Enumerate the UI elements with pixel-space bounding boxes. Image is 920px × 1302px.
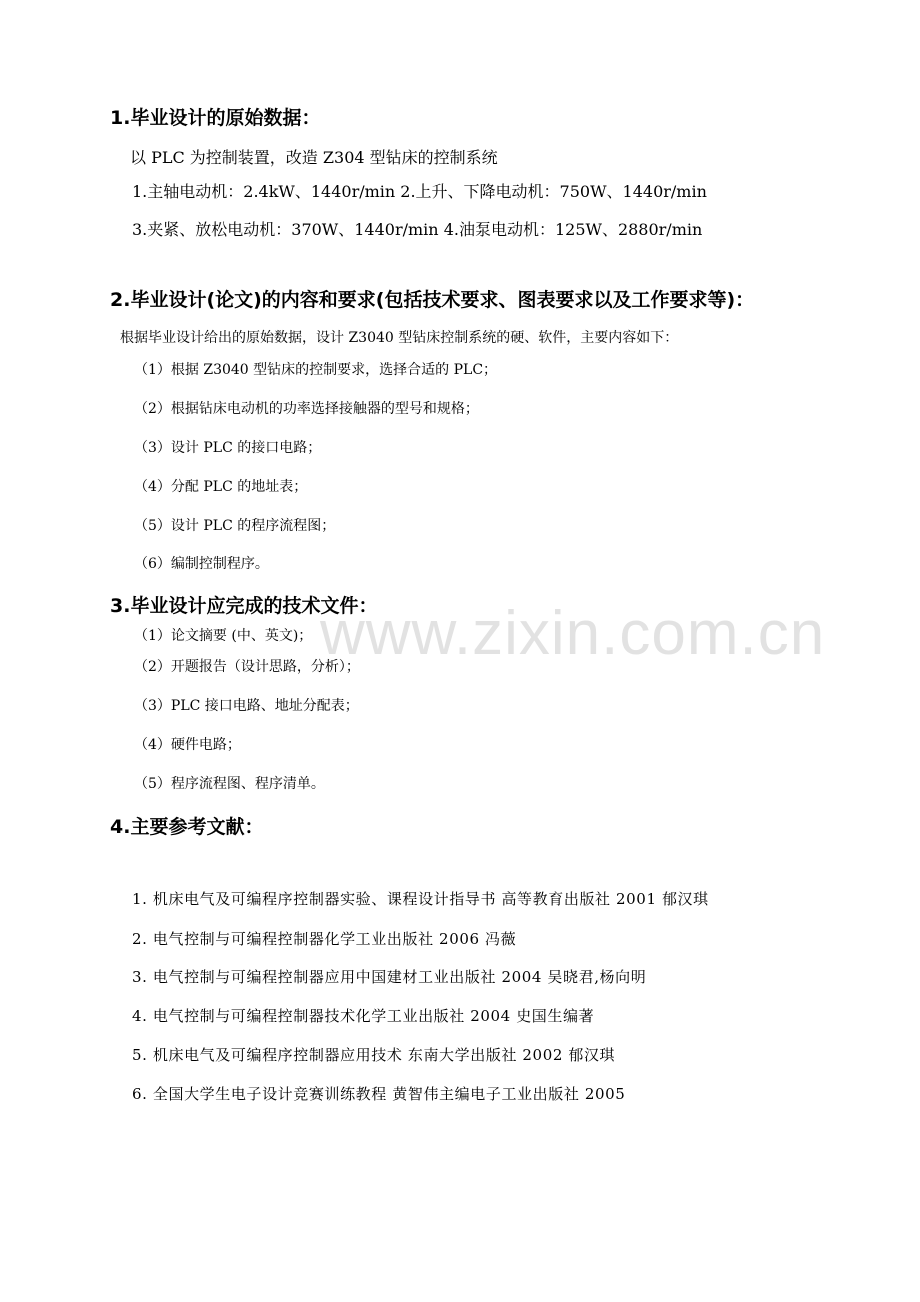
reference-item: 1. 机床电气及可编程序控制器实验、课程设计指导书 高等教育出版社 2001 郁汉琪 bbox=[132, 890, 709, 908]
section1-intro: 以 PLC 为控制装置，改造 Z304 型钻床的控制系统 bbox=[130, 148, 498, 167]
reference-item: 6. 全国大学生电子设计竞赛训练教程 黄智伟主编电子工业出版社 2005 bbox=[132, 1085, 626, 1103]
reference-item: 5. 机床电气及可编程序控制器应用技术 东南大学出版社 2002 郁汉琪 bbox=[132, 1046, 616, 1064]
section3-item: （1）论文摘要 (中、英文)； bbox=[134, 628, 313, 644]
watermark-text: www.zixin.com.cn bbox=[320, 599, 826, 668]
section1-motor-line-2: 3.夹紧、放松电动机：370W、1440r/min 4.油泵电动机：125W、2880r/min bbox=[132, 220, 703, 239]
section2-item: （1）根据 Z3040 型钻床的控制要求，选择合适的 PLC； bbox=[134, 362, 498, 378]
section3-heading: 3.毕业设计应完成的技术文件： bbox=[110, 595, 378, 617]
section2-item: （3）设计 PLC 的接口电路； bbox=[134, 440, 322, 456]
section3-item: （5）程序流程图、程序清单。 bbox=[134, 776, 325, 792]
reference-item: 2. 电气控制与可编程控制器化学工业出版社 2006 冯薇 bbox=[132, 930, 517, 948]
reference-item: 3. 电气控制与可编程控制器应用中国建材工业出版社 2004 吴晓君,杨向明 bbox=[132, 968, 647, 986]
section2-item: （4）分配 PLC 的地址表； bbox=[134, 479, 308, 495]
section2-heading: 2.毕业设计(论文)的内容和要求(包括技术要求、图表要求以及工作要求等)： bbox=[110, 289, 755, 311]
section2-intro: 根据毕业设计给出的原始数据，设计 Z3040 型钻床控制系统的硬、软件，主要内容如下： bbox=[120, 330, 679, 346]
section4-heading: 4.主要参考文献： bbox=[110, 816, 264, 838]
reference-item: 4. 电气控制与可编程控制器技术化学工业出版社 2004 史国生编著 bbox=[132, 1007, 595, 1025]
section1-motor-line-1: 1.主轴电动机：2.4kW、1440r/min 2.上升、下降电动机：750W、1440r/min bbox=[132, 182, 707, 201]
section3-item: （3）PLC 接口电路、地址分配表； bbox=[134, 698, 359, 714]
section3-item: （4）硬件电路； bbox=[134, 737, 241, 753]
section2-item: （6）编制控制程序。 bbox=[134, 556, 269, 572]
section2-item: （5）设计 PLC 的程序流程图； bbox=[134, 518, 336, 534]
section1-heading: 1.毕业设计的原始数据： bbox=[110, 107, 321, 129]
section3-item: （2）开题报告（设计思路，分析）； bbox=[134, 659, 360, 675]
section2-item: （2）根据钻床电动机的功率选择接触器的型号和规格； bbox=[134, 401, 479, 417]
